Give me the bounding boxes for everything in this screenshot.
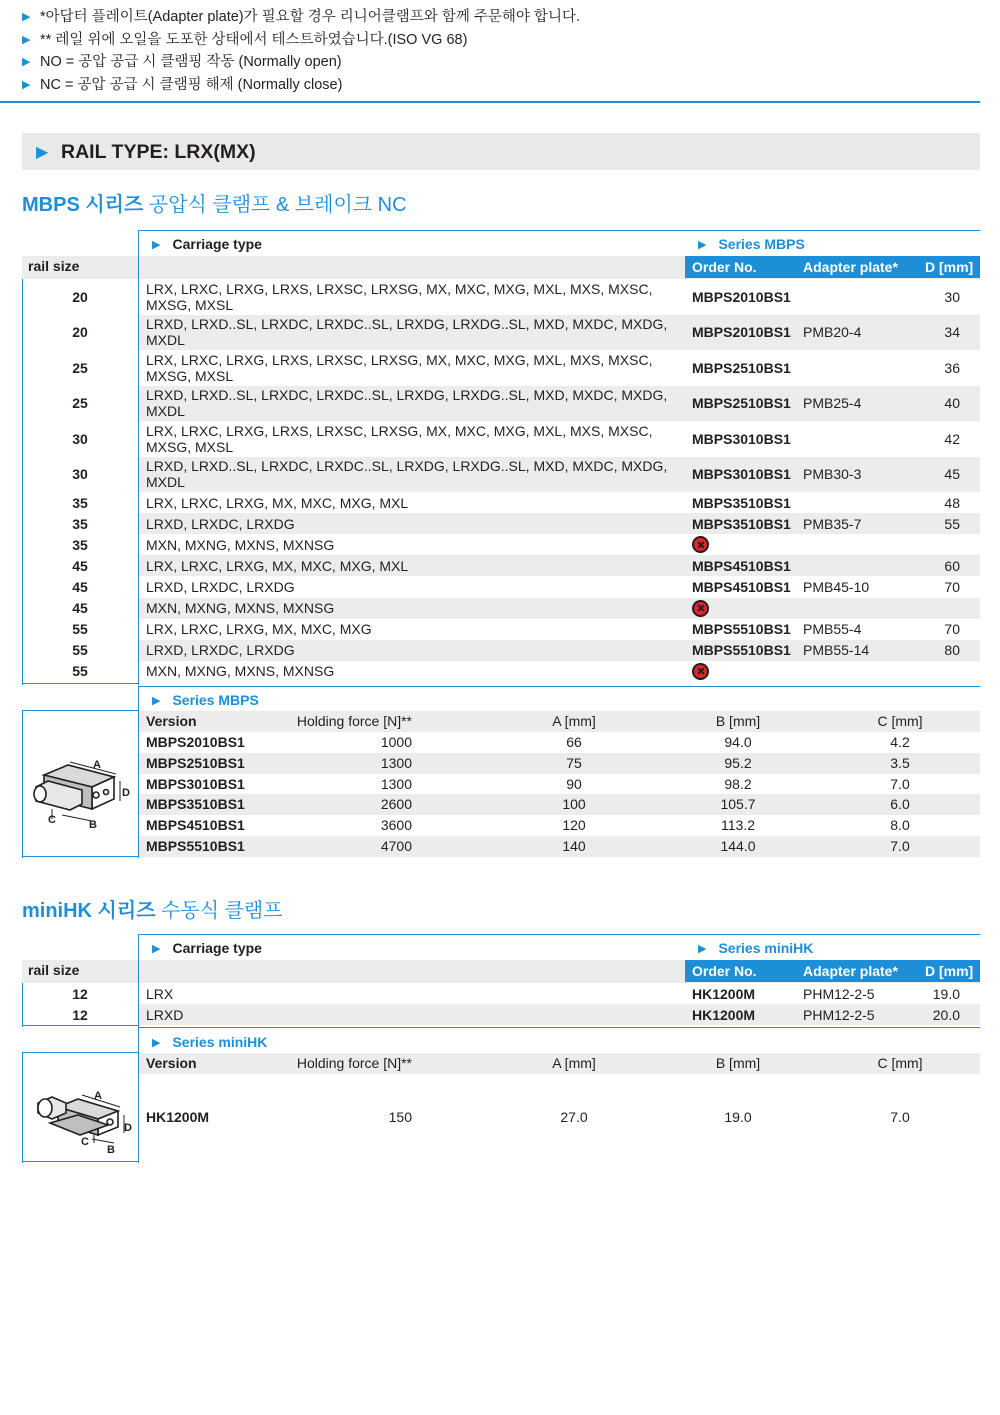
d-header: D [mm] [925,963,974,979]
order-cell-group [688,279,980,315]
carriage-type-text: MXN, MXNG, MXNS, MXNSG [146,600,335,617]
carriage-type-cell [138,421,688,457]
rail-size-cell: 55 [72,663,88,680]
carriage-type-text: LRX, LRXC, LRXG, MX, MXC, MXG, MXL [146,494,409,511]
order-no-cell: MBPS4510BS1 [692,557,791,574]
carriage-type-cell [138,457,688,493]
order-no-cell: MBPS2510BS1 [692,395,791,412]
not-available-cell [692,661,709,682]
adapter-plate-cell: PMB35-7 [803,515,862,532]
carriage-type-cell [138,555,688,576]
version-cell: MBPS4510BS1 [146,817,245,834]
table-row [22,315,980,351]
divider [138,230,980,231]
dimension-label-c: C [48,814,56,826]
rail-size-cell: 25 [72,395,88,412]
adapter-plate-cell: PHM12-2-5 [803,985,875,1002]
order-no-cell: HK1200M [692,985,756,1002]
rail-size-cell: 12 [72,1006,88,1023]
version-cell: MBPS2010BS1 [146,734,245,750]
d-value-cell: 36 [944,359,960,376]
version-cell: MBPS2510BS1 [146,754,245,771]
dimension-label-a: A [93,759,101,771]
order-no-cell: MBPS2010BS1 [692,324,791,341]
triangle-icon: ▶ [36,144,49,161]
spec-series-header: ▶ Series miniHK [152,1034,268,1050]
spec-row [138,774,980,795]
rail-type-banner [22,133,980,170]
order-no-cell: MBPS3510BS1 [692,494,791,511]
carriage-type-header: ▶ Carriage type [152,236,262,252]
rail-size-cell: 25 [72,359,88,376]
triangle-bullet-icon: ▶ [22,56,31,68]
triangle-icon: ▶ [698,943,707,955]
rail-size-cell: 12 [72,985,88,1002]
d-value-cell: 30 [944,288,960,305]
carriage-type-text: LRXD, LRXDC, LRXDG [146,515,295,532]
triangle-icon: ▶ [152,239,161,251]
carriage-type-cell [138,534,688,555]
spec-value-text: 100 [562,796,586,813]
spec-row [138,815,980,836]
carriage-type-cell [138,279,688,315]
order-cell-group [688,983,980,1004]
rail-size-cell: 35 [72,494,88,511]
minihk-clamp-dimension-diagram [30,1085,134,1157]
minihk-order-table [22,934,980,1027]
d-value-cell: 70 [944,578,960,595]
spec-value-text: 90 [566,775,582,792]
adapter-plate-header: Adapter plate* [803,963,898,979]
rail-size-cell: 30 [72,430,88,447]
divider [22,1161,139,1162]
order-no-cell: MBPS2010BS1 [692,288,791,305]
carriage-type-text: LRXD, LRXD..SL, LRXDC, LRXDC..SL, LRXDG, LRXDG..SL, MXD, MXDC, MXDG, MXDL [146,387,668,420]
d-value-cell: 34 [944,324,960,341]
not-available-cell [692,598,709,619]
divider [22,856,139,857]
divider [138,686,139,858]
table-row [22,576,980,597]
spec-row [138,836,980,857]
adapter-plate-header: Adapter plate* [803,259,898,275]
order-cell-group [688,492,980,513]
carriage-type-cell [138,576,688,597]
triangle-icon: ▶ [152,1037,161,1049]
carriage-type-cell [138,598,688,619]
table-row [22,1004,980,1025]
carriage-type-text: LRX, LRXC, LRXG, MX, MXC, MXG, MXL [146,557,409,574]
spec-series-header: ▶ Series MBPS [152,692,259,708]
version-cell: MBPS5510BS1 [146,838,245,854]
carriage-type-text: LRXD, LRXDC, LRXDG [146,642,295,659]
spec-value-text: 95.2 [724,754,752,771]
table-row [22,457,980,493]
divider [0,101,980,103]
carriage-type-text: LRX [146,985,174,1002]
table-row [22,350,980,386]
table-row [22,598,980,619]
table-row [22,619,980,640]
order-no-cell: MBPS3010BS1 [692,430,791,447]
order-cell-group [688,421,980,457]
dimension-label-d: D [122,787,130,799]
spec-value-text: 6.0 [890,796,910,813]
d-value-cell: 70 [944,621,960,638]
table-row [22,534,980,555]
rail-size-cell: 20 [72,288,88,305]
d-value-cell: 60 [944,557,960,574]
spec-value-text: 7.0 [890,775,910,792]
d-value-cell: 45 [944,466,960,483]
spec-value-text: 4700 [380,838,412,854]
spec-row [138,753,980,774]
adapter-plate-cell: PMB30-3 [803,466,862,483]
table-row [22,640,980,661]
order-no-header: Order No. [692,259,757,275]
rail-size-cell: 35 [72,536,88,553]
triangle-bullet-icon: ▶ [22,78,31,91]
spec-value-text: 120 [562,817,586,834]
table-row [22,661,980,682]
order-no-cell: MBPS3010BS1 [692,466,791,483]
spec-value-text: 8.0 [890,817,910,834]
order-cell-group [688,576,980,597]
triangle-bullet-icon: ▶ [22,33,31,46]
order-cell-group [688,640,980,661]
spec-value-text: 3600 [380,817,412,834]
rail-size-cell: 55 [72,621,88,638]
version-cell: MBPS3010BS1 [146,775,245,792]
rail-size-cell: 35 [72,515,88,532]
spec-value-text: 144.0 [720,838,756,854]
divider [138,1027,980,1028]
note-item: ▶ NO = 공압 공급 시 클램핑 작동 (Normally open) [22,51,980,74]
spec-header-row: Version Holding force [N]** A [mm] B [mm] C [mm] [138,711,980,732]
notes-block [22,6,980,96]
spec-value-text: 75 [566,754,582,771]
not-available-icon [692,663,709,680]
mbps-clamp-dimension-diagram [30,755,134,830]
carriage-type-text: MXN, MXNG, MXNS, MXNSG [146,663,335,680]
spec-value-text: 66 [566,734,582,750]
carriage-type-text: LRX, LRXC, LRXG, LRXS, LRXSC, LRXSG, MX, MXC, MXG, MXL, MXS, MXSC, MXSG, MXSL [146,280,653,313]
spec-row: HK1200M 150 27.0 19.0 7.0 [146,1109,910,1125]
table-row [22,386,980,422]
d-header: D [mm] [925,259,974,275]
carriage-type-header: ▶ Carriage type [152,940,262,956]
not-available-icon [692,536,709,553]
spec-value-text: 140 [562,838,586,854]
dimension-label-b: B [89,819,97,830]
order-cell-group [688,661,980,682]
adapter-plate-cell: PMB55-14 [803,642,870,659]
order-no-header: Order No. [692,963,757,979]
dimension-label-d: D [124,1122,132,1134]
not-available-icon [692,600,709,617]
d-value-cell: 55 [944,515,960,532]
rail-size-cell: 45 [72,557,88,574]
spec-value-text: 1000 [380,734,412,750]
order-no-cell: MBPS5510BS1 [692,621,791,638]
carriage-type-cell [138,661,688,682]
divider [138,686,980,687]
divider [22,983,23,1027]
series-header: ▶ Series MBPS [698,236,805,252]
table-row [22,983,980,1004]
rail-size-header: rail size [28,258,80,274]
triangle-bullet-icon: ▶ [22,11,31,23]
adapter-plate-cell: PMB25-4 [803,395,862,412]
carriage-type-cell [138,1004,688,1025]
spec-value-text: 4.2 [890,734,910,750]
order-cell-group [688,619,980,640]
note-item: ▶ ** 레일 위에 오일을 도포한 상태에서 테스트하였습니다.(ISO VG 68) [22,29,980,52]
order-cell-group [688,457,980,493]
series-header: ▶ Series miniHK [698,940,814,956]
spec-value-text: 7.0 [890,838,910,854]
spec-header-row: Version Holding force [N]** A [mm] B [mm] C [mm] [138,1053,980,1074]
divider [22,1052,23,1163]
divider [22,710,138,711]
divider [22,710,23,858]
rail-size-cell: 45 [72,600,88,617]
adapter-plate-cell: PMB45-10 [803,578,870,595]
adapter-plate-cell: PMB20-4 [803,324,862,341]
table-row [22,421,980,457]
carriage-type-text: MXN, MXNG, MXNS, MXNSG [146,536,335,553]
carriage-type-text: LRX, LRXC, LRXG, MX, MXC, MXG [146,621,372,638]
spec-value-text: 2600 [380,796,412,813]
divider [22,1052,138,1053]
carriage-type-cell [138,315,688,351]
dimension-label-c: C [81,1136,89,1148]
order-no-cell: MBPS3510BS1 [692,515,791,532]
rail-size-cell: 45 [72,578,88,595]
spec-value-text: 1300 [380,754,412,771]
order-header-bar [685,960,980,982]
d-value-cell: 40 [944,395,960,412]
spec-value-text: 98.2 [724,775,752,792]
carriage-type-cell [138,492,688,513]
carriage-type-cell [138,386,688,422]
triangle-icon: ▶ [152,695,161,707]
order-no-cell: MBPS5510BS1 [692,642,791,659]
dimension-label-b: B [107,1144,115,1156]
carriage-type-cell [138,350,688,386]
carriage-type-text: LRXD, LRXDC, LRXDG [146,578,295,595]
spec-value-text: 3.5 [890,754,910,771]
rail-size-header: rail size [28,962,80,978]
order-cell-group [688,513,980,534]
carriage-type-text: LRX, LRXC, LRXG, LRXS, LRXSC, LRXSG, MX, MXC, MXG, MXL, MXS, MXSC, MXSG, MXSL [146,351,653,384]
divider [138,230,139,685]
order-cell-group [688,386,980,422]
carriage-type-text: LRXD [146,1006,184,1023]
spec-row [138,794,980,815]
adapter-plate-cell: PHM12-2-5 [803,1006,875,1023]
spec-value-text: 1300 [380,775,412,792]
table-row [22,513,980,534]
carriage-type-cell [138,619,688,640]
rail-type-title: RAIL TYPE: LRX(MX) [61,141,256,163]
rail-size-cell: 20 [72,324,88,341]
triangle-icon: ▶ [152,943,161,955]
not-available-cell [692,534,709,555]
triangle-icon: ▶ [698,239,707,251]
dimension-label-a: A [94,1090,102,1102]
spec-row [138,732,980,753]
spec-value-text: 113.2 [721,817,755,834]
divider [22,683,139,684]
rail-size-cell: 30 [72,466,88,483]
order-no-cell: MBPS4510BS1 [692,578,791,595]
order-cell-group [688,1004,980,1025]
spec-value-text: 105.7 [720,796,756,813]
carriage-type-cell [138,640,688,661]
rail-size-cell: 55 [72,642,88,659]
spec-value-text: 94.0 [724,734,752,750]
table-row [22,492,980,513]
minihk-section-title: miniHK 시리즈 수동식 클램프 [22,900,283,922]
adapter-plate-cell: PMB55-4 [803,621,862,638]
d-value-cell: 48 [944,494,960,511]
d-value-cell: 42 [944,430,960,447]
carriage-type-cell [138,513,688,534]
order-no-cell: MBPS2510BS1 [692,359,791,376]
divider [138,934,980,935]
version-cell: MBPS3510BS1 [146,796,245,813]
carriage-type-text: LRXD, LRXD..SL, LRXDC, LRXDC..SL, LRXDG, LRXDG..SL, MXD, MXDC, MXDG, MXDL [146,458,668,491]
order-cell-group [688,534,980,555]
d-value-cell: 80 [944,642,960,659]
divider [22,1025,139,1026]
d-value-cell: 20.0 [932,1006,960,1023]
order-no-cell: HK1200M [692,1006,756,1023]
order-cell-group [688,315,980,351]
order-cell-group [688,555,980,576]
carriage-type-text: LRX, LRXC, LRXG, LRXS, LRXSC, LRXSG, MX, MXC, MXG, MXL, MXS, MXSC, MXSG, MXSL [146,422,653,455]
divider [22,279,23,685]
table-row [22,279,980,315]
carriage-type-text: LRXD, LRXD..SL, LRXDC, LRXDC..SL, LRXDG, LRXDG..SL, MXD, MXDC, MXDG, MXDL [146,316,668,349]
d-value-cell: 19.0 [932,985,960,1002]
mbps-order-table [22,230,980,685]
divider [138,934,139,1027]
table-row [22,555,980,576]
order-cell-group [688,598,980,619]
mbps-section-title: MBPS 시리즈 공압식 클램프 & 브레이크 NC [22,194,407,216]
order-cell-group [688,350,980,386]
order-header-bar [685,256,980,278]
divider [138,1027,139,1163]
note-item: ▶ *아답터 플레이트(Adapter plate)가 필요할 경우 리니어클램프와 함께 주문해야 합니다. [22,6,980,29]
carriage-type-cell [138,983,688,1004]
note-item: ▶ NC = 공압 공급 시 클램핑 해제 (Normally close) [22,74,980,97]
